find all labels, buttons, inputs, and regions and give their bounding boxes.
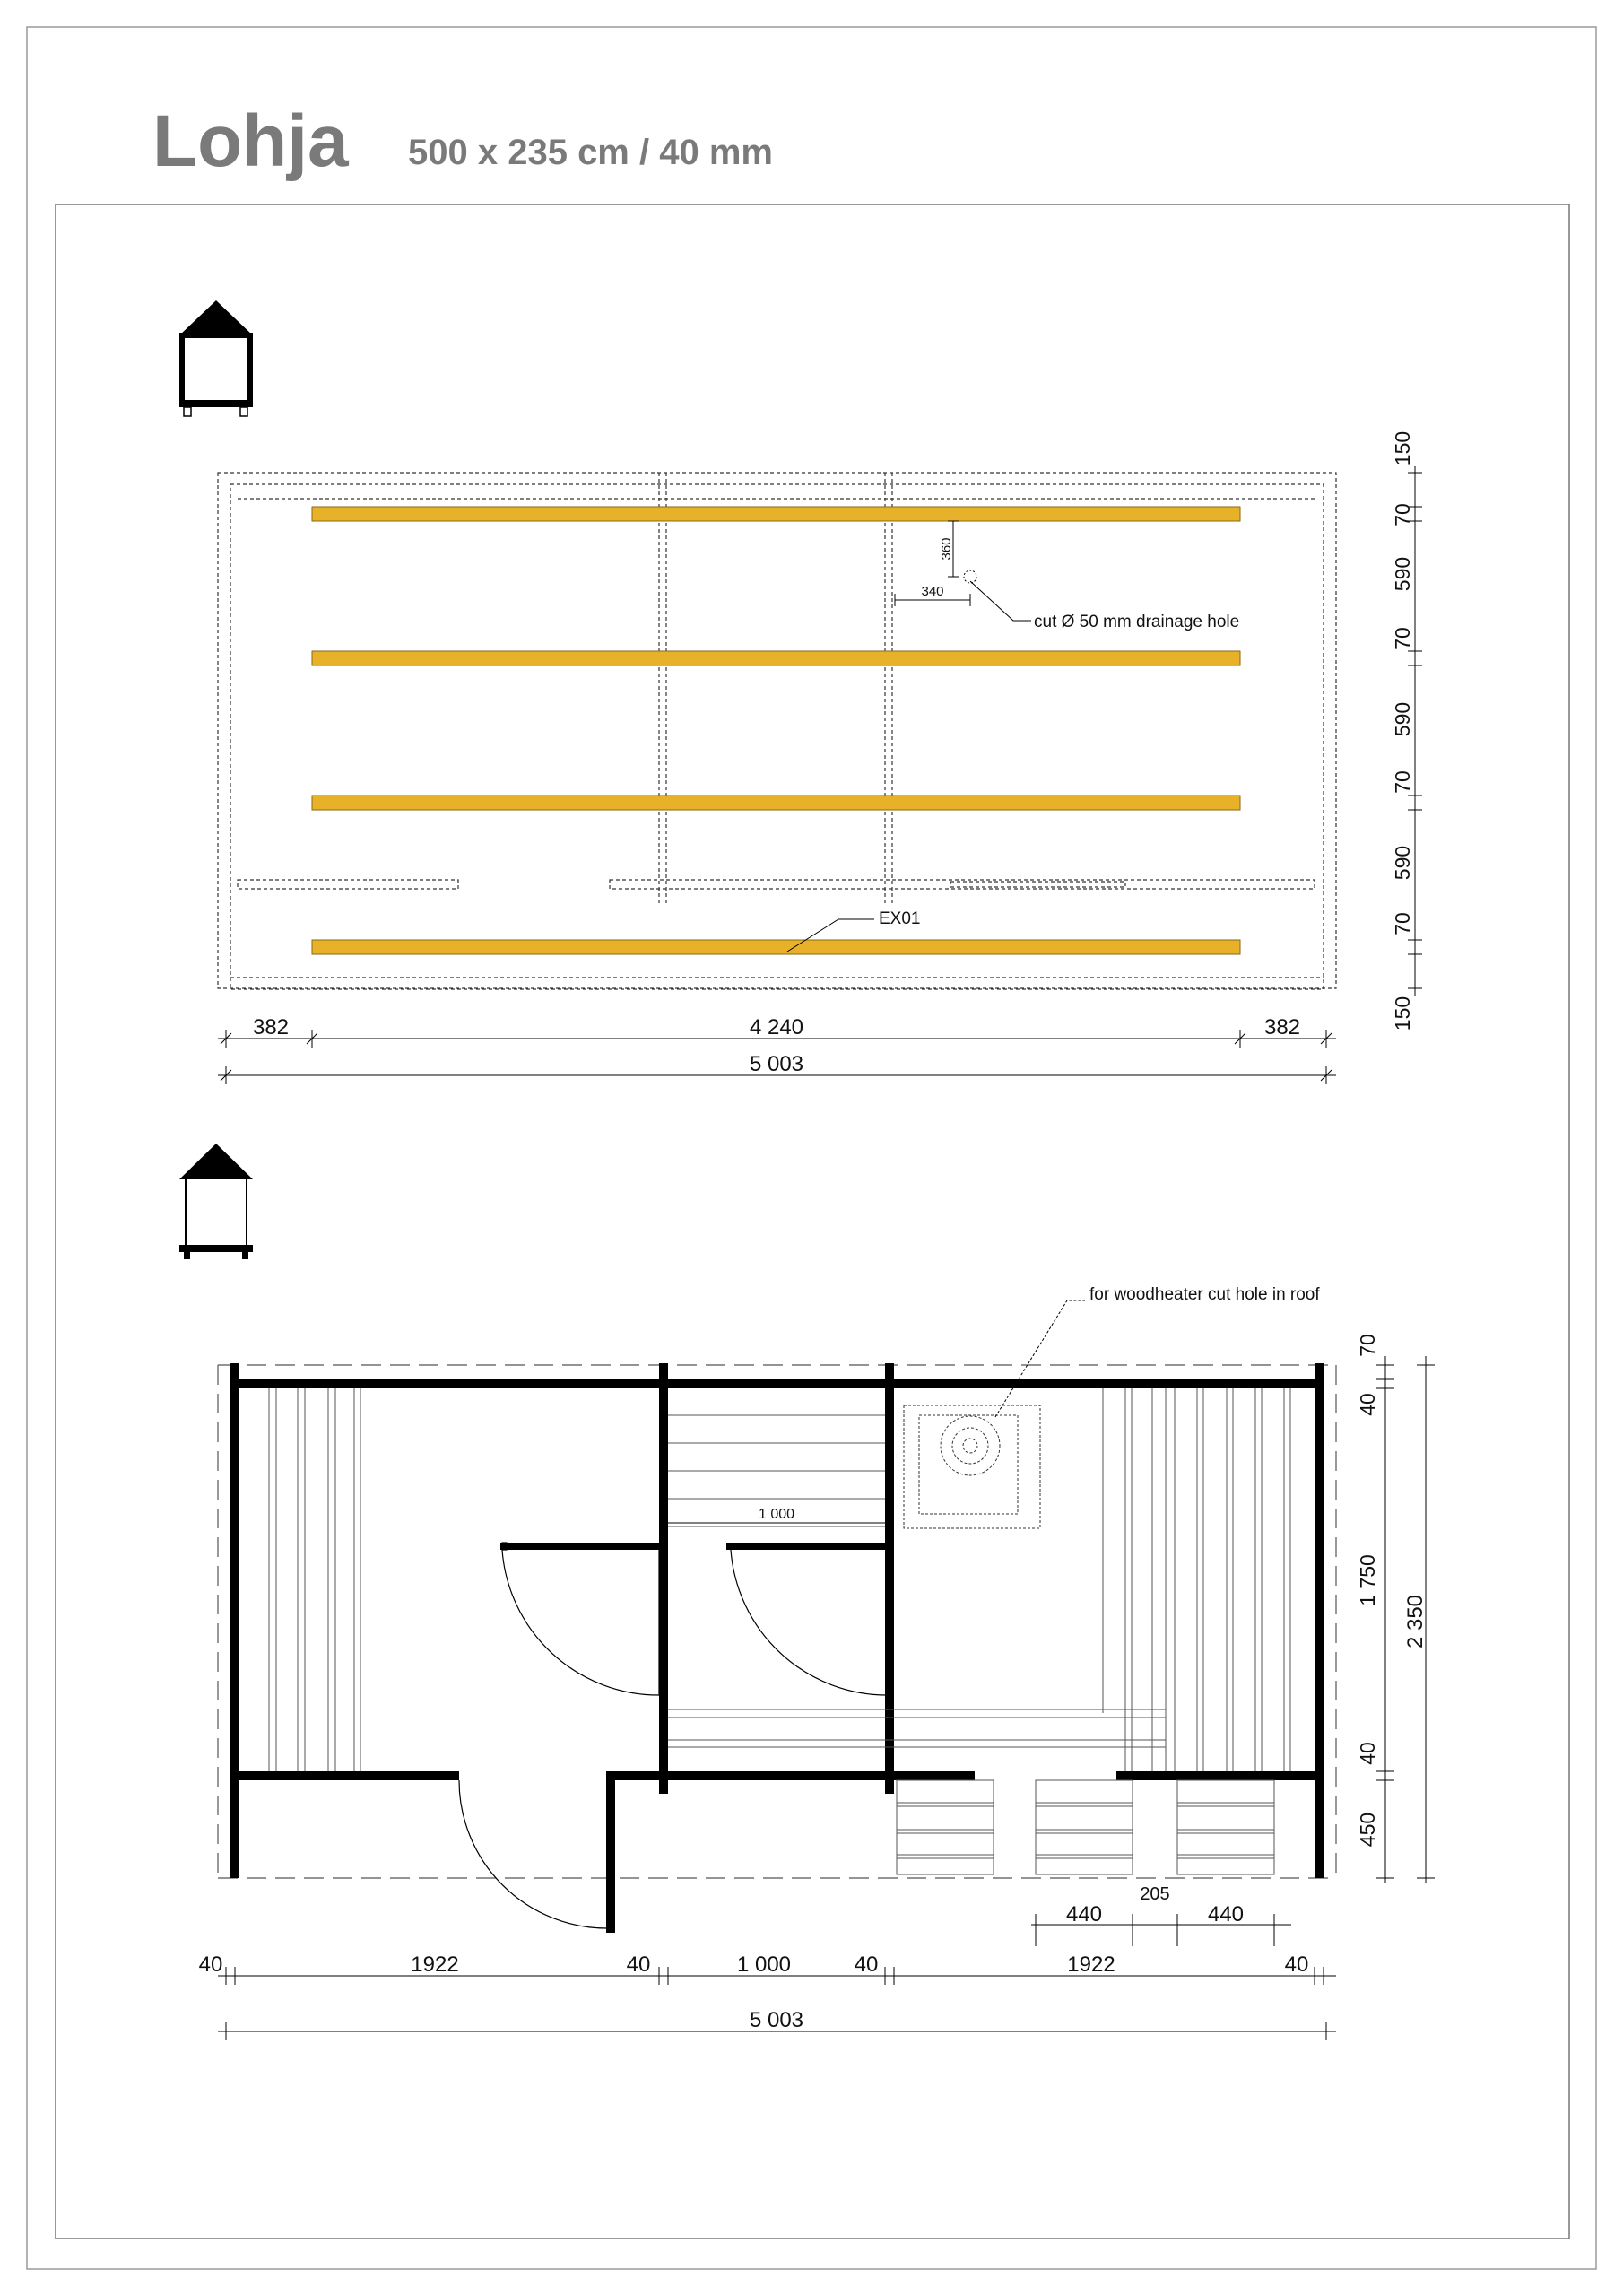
joist [312,507,1240,521]
right-dim-2: 1 750 [1356,1554,1379,1606]
dim-right-2: 590 [1391,556,1414,592]
house-front-icon [179,300,253,416]
bottom-dim-1: 1922 [411,1952,459,1977]
bottom-dim-6: 40 [1284,1952,1309,1977]
walls [230,1363,1324,1933]
bottom-dim-3: 1 000 [736,1952,792,1977]
right-dim-1: 40 [1356,1393,1379,1416]
joist [312,796,1240,810]
bottom-dim-total: 5 003 [749,2008,804,2032]
layout-plan [199,1285,1435,2040]
joist [312,651,1240,665]
page-border [27,27,1596,2269]
bench-block [1177,1780,1274,1874]
bottom-dim-4: 40 [854,1952,879,1977]
drainage-hole-marker [964,570,976,583]
corridor-width-label: 1 000 [758,1507,795,1522]
door [459,1780,607,1928]
woodheater-symbol [904,1405,1040,1528]
dim-total: 5 003 [749,1052,804,1076]
door [731,1550,888,1695]
bench-dim-0: 440 [1065,1902,1103,1926]
dim-right-6: 590 [1391,845,1414,881]
dim-right-4: 590 [1391,701,1414,737]
model-spec: 500 x 235 cm / 40 mm [408,133,773,172]
dim-right-7: 70 [1391,912,1414,935]
right-dim-0: 70 [1356,1334,1379,1357]
overall-height-dim: 2 350 [1403,1594,1428,1649]
door [502,1543,659,1695]
dim-right: 382 [1263,1015,1301,1039]
model-title: Lohja [152,100,349,182]
bottom-dim-2: 40 [626,1952,651,1977]
joist [312,940,1240,954]
floor-plan [218,431,1422,1084]
offset-x-label: 340 [921,584,944,599]
bench-block [1036,1780,1133,1874]
dim-left: 382 [252,1015,290,1039]
house-front-open-icon [179,1144,253,1259]
bench-dim-1: 205 [1140,1884,1170,1904]
dim-middle: 4 240 [749,1015,804,1039]
bench-dim-2: 440 [1207,1902,1245,1926]
right-dim-4: 450 [1356,1812,1379,1848]
woodheater-note: for woodheater cut hole in roof [1089,1285,1320,1304]
dim-right-1: 70 [1391,503,1414,526]
dim-right-0: 150 [1391,430,1414,466]
dim-right-3: 70 [1391,627,1414,650]
bench-block [897,1780,994,1874]
floor-joists [312,507,1240,954]
dim-right-5: 70 [1391,770,1414,794]
dim-right-8: 150 [1391,996,1414,1031]
offset-y-label: 360 [939,537,954,561]
drainage-hole-note: cut Ø 50 mm drainage hole [1034,613,1240,631]
part-code-label: EX01 [879,909,921,928]
right-dim-3: 40 [1356,1742,1379,1765]
bottom-dim-5: 1922 [1067,1952,1115,1977]
bottom-dim-0: 40 [198,1952,223,1977]
